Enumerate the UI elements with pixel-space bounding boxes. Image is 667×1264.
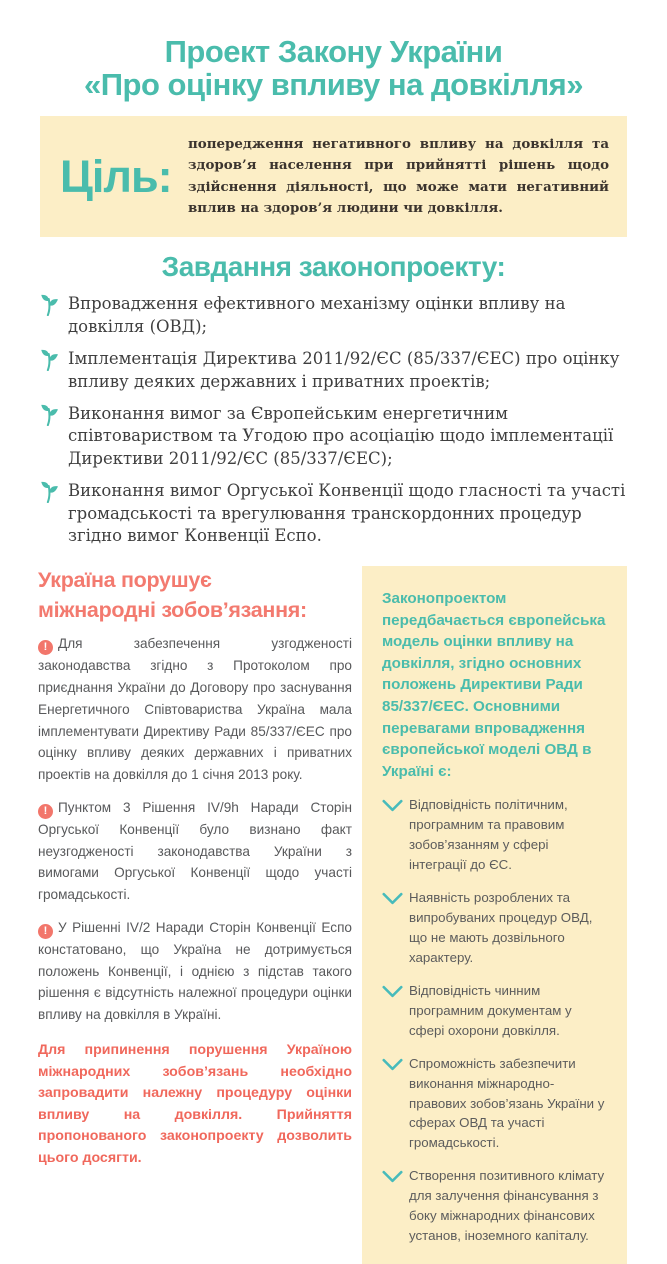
- page-title: [0, 0, 667, 102]
- violations-heading: [38, 566, 352, 625]
- violation-paragraph: [38, 633, 352, 786]
- sprout-icon: [40, 294, 59, 323]
- page-title-line1: Проект Закону України: [164, 34, 503, 69]
- goal-box: [40, 116, 627, 238]
- task-item-text: Імплементація Директива 2011/92/ЄС (85/337/ЄЕС) про оцінку впливу деяких державних і приватних проектів;: [68, 349, 620, 391]
- task-item-text: Виконання вимог Оргуської Конвенції щодо гласності та участі громадськості та врегулювання транскордонних процедур згідно вимог Конвенції Еспо.: [68, 480, 626, 546]
- goal-text: попередження негативного впливу на довкілля та здоров’я населення при прийнятті рішень щодо здійснення діяльності, що може мати негативний вплив на здоров’я людини чи довкілля.: [188, 135, 609, 217]
- task-item: [38, 293, 631, 339]
- sprout-icon: [40, 481, 59, 510]
- task-item: [38, 403, 631, 471]
- benefit-item-text: Наявність розроблених та випробуваних процедур ОВД, що не мають дозвільного характеру.: [409, 890, 593, 965]
- violation-paragraph-text: У Рішенні IV/2 Наради Сторін Конвенції Еспо констатовано, що Україна не дотримується положень Конвенції, і однією з підстав такого рішення є відсутність належної процедури оцінки впливу на довкілля в Україні.: [38, 919, 352, 1023]
- benefit-item-text: Створення позитивного клімату для залучення фінансування з боку міжнародних фінансових установ, іноземного капіталу.: [409, 1168, 605, 1244]
- chevron-down-icon: [382, 891, 403, 911]
- benefits-heading: Законопроектом передбачається європейська модель оцінки впливу на довкілля, згідно основних положень Директиви Ради 85/337/ЄЕС. Основними перевагами впровадження європейської моделі ОВД в Україні є:: [382, 590, 606, 780]
- columns-section: [38, 566, 627, 1264]
- violations-column: [38, 566, 352, 1264]
- goal-label: Ціль:: [60, 151, 172, 203]
- task-item: [38, 348, 631, 394]
- exclamation-icon: !: [38, 924, 53, 939]
- benefit-item: [382, 1054, 607, 1154]
- violations-conclusion: Для припинення порушення Україною міжнародних зобов’язань необхідно запровадити належну процедуру оцінки впливу на довкілля. Прийняття пропонованого законопроекту дозволить цього досягти.: [38, 1041, 352, 1166]
- exclamation-icon: !: [38, 804, 53, 819]
- chevron-down-icon: [382, 798, 403, 818]
- violation-paragraph-text: Для забезпечення узгодженості законодавства згідно з Протоколом про приєднання України до Договору про заснування Енергетичного Співтовариства Україна мала імплементувати Директиву Ради 85/337/ЄЕС про оцінку впливу деяких державних і приватних проектів на довкілля до 1 січня 2013 року.: [38, 636, 352, 783]
- benefit-item-text: Спроможність забезпечити виконання міжнародно-правових зобов’язань України у сферах ОВД та участі громадськості.: [409, 1055, 605, 1151]
- benefit-item-text: Відповідність чинним програмним документам у сфері охорони довкілля.: [409, 982, 572, 1038]
- violations-heading-line1: Україна порушує: [38, 568, 212, 593]
- chevron-down-icon: [382, 984, 403, 1004]
- benefit-item: [382, 981, 607, 1041]
- tasks-list: [38, 293, 631, 548]
- chevron-down-icon: [382, 1169, 403, 1189]
- violation-paragraph-text: Пунктом 3 Рішення IV/9h Наради Сторін Оргуської Конвенції було визнано факт неузгодженості законодавства України з вимогами Оргуської Конвенції щодо участі громадськості.: [38, 799, 352, 903]
- benefits-box: [362, 566, 627, 1264]
- benefit-item: [382, 1166, 607, 1246]
- task-item-text: Виконання вимог за Європейським енергетичним співтовариством та Угодою про асоціацію щодо імплементації Директиви 2011/92/ЄС (85/337/ЄЕС);: [68, 403, 614, 469]
- benefits-column: [362, 566, 627, 1264]
- violations-heading-line2: міжнародні зобов’язання:: [38, 597, 307, 622]
- task-item-text: Впровадження ефективного механізму оцінки впливу на довкілля (ОВД);: [68, 294, 566, 337]
- exclamation-icon: !: [38, 640, 53, 655]
- benefit-item: [382, 795, 607, 875]
- benefit-item: [382, 888, 607, 968]
- task-item: [38, 480, 631, 548]
- benefit-item-text: Відповідність політичним, програмним та правовим зобов’язанням у сфері інтеграції до ЄС.: [409, 797, 568, 873]
- violation-paragraph: [38, 917, 352, 1026]
- sprout-icon: [40, 349, 59, 378]
- page-title-line2: «Про оцінку впливу на довкілля»: [84, 66, 583, 102]
- violation-paragraph: [38, 797, 352, 906]
- sprout-icon: [40, 404, 59, 433]
- chevron-down-icon: [382, 1057, 403, 1077]
- tasks-heading: Завдання законопроекту:: [161, 251, 506, 283]
